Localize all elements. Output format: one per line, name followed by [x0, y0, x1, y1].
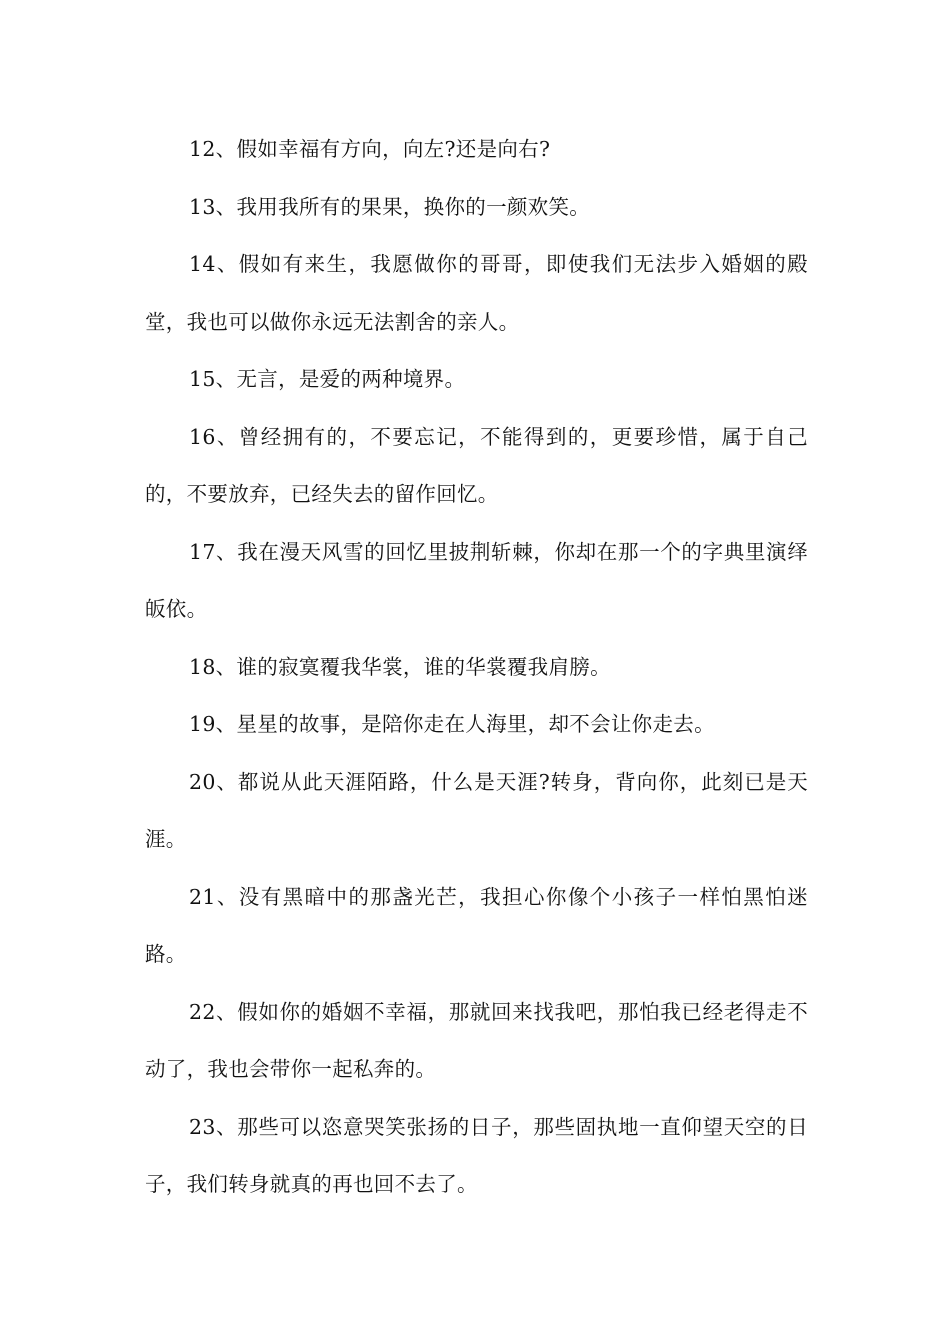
document-body: [145, 121, 808, 1214]
paragraph-14: 14、假如有来生，我愿做你的哥哥，即使我们无法步入婚姻的殿堂，我也可以做你永远无法割舍的亲人。: [145, 252, 808, 334]
paragraph-23: 23、那些可以恣意哭笑张扬的日子，那些固执地一直仰望天空的日子，我们转身就真的再也回不去了。: [145, 1114, 808, 1196]
paragraph-16: 16、曾经拥有的，不要忘记，不能得到的，更要珍惜，属于自己的，不要放弃，已经失去的留作回忆。: [145, 424, 808, 506]
paragraph-13: 13、我用我所有的果果，换你的一颜欢笑。: [189, 194, 591, 219]
paragraph-22: 22、假如你的婚姻不幸福，那就回来找我吧，那怕我已经老得走不动了，我也会带你一起私奔的。: [145, 999, 808, 1081]
paragraph-20: 20、都说从此天涯陌路，什么是天涯?转身，背向你，此刻已是天涯。: [145, 769, 808, 851]
paragraph-19: 19、星星的故事，是陪你走在人海里，却不会让你走去。: [189, 712, 715, 736]
paragraph-17: 17、我在漫天风雪的回忆里披荆斩棘，你却在那一个的字典里演绎皈依。: [145, 539, 808, 621]
paragraph-21: 21、没有黑暗中的那盏光芒，我担心你像个小孩子一样怕黑怕迷路。: [145, 884, 808, 966]
paragraph-15: 15、无言，是爱的两种境界。: [189, 367, 466, 391]
paragraph-18: 18、谁的寂寞覆我华裳，谁的华裳覆我肩膀。: [189, 654, 611, 679]
paragraph-12: 12、假如幸福有方向，向左?还是向右?: [189, 137, 551, 161]
